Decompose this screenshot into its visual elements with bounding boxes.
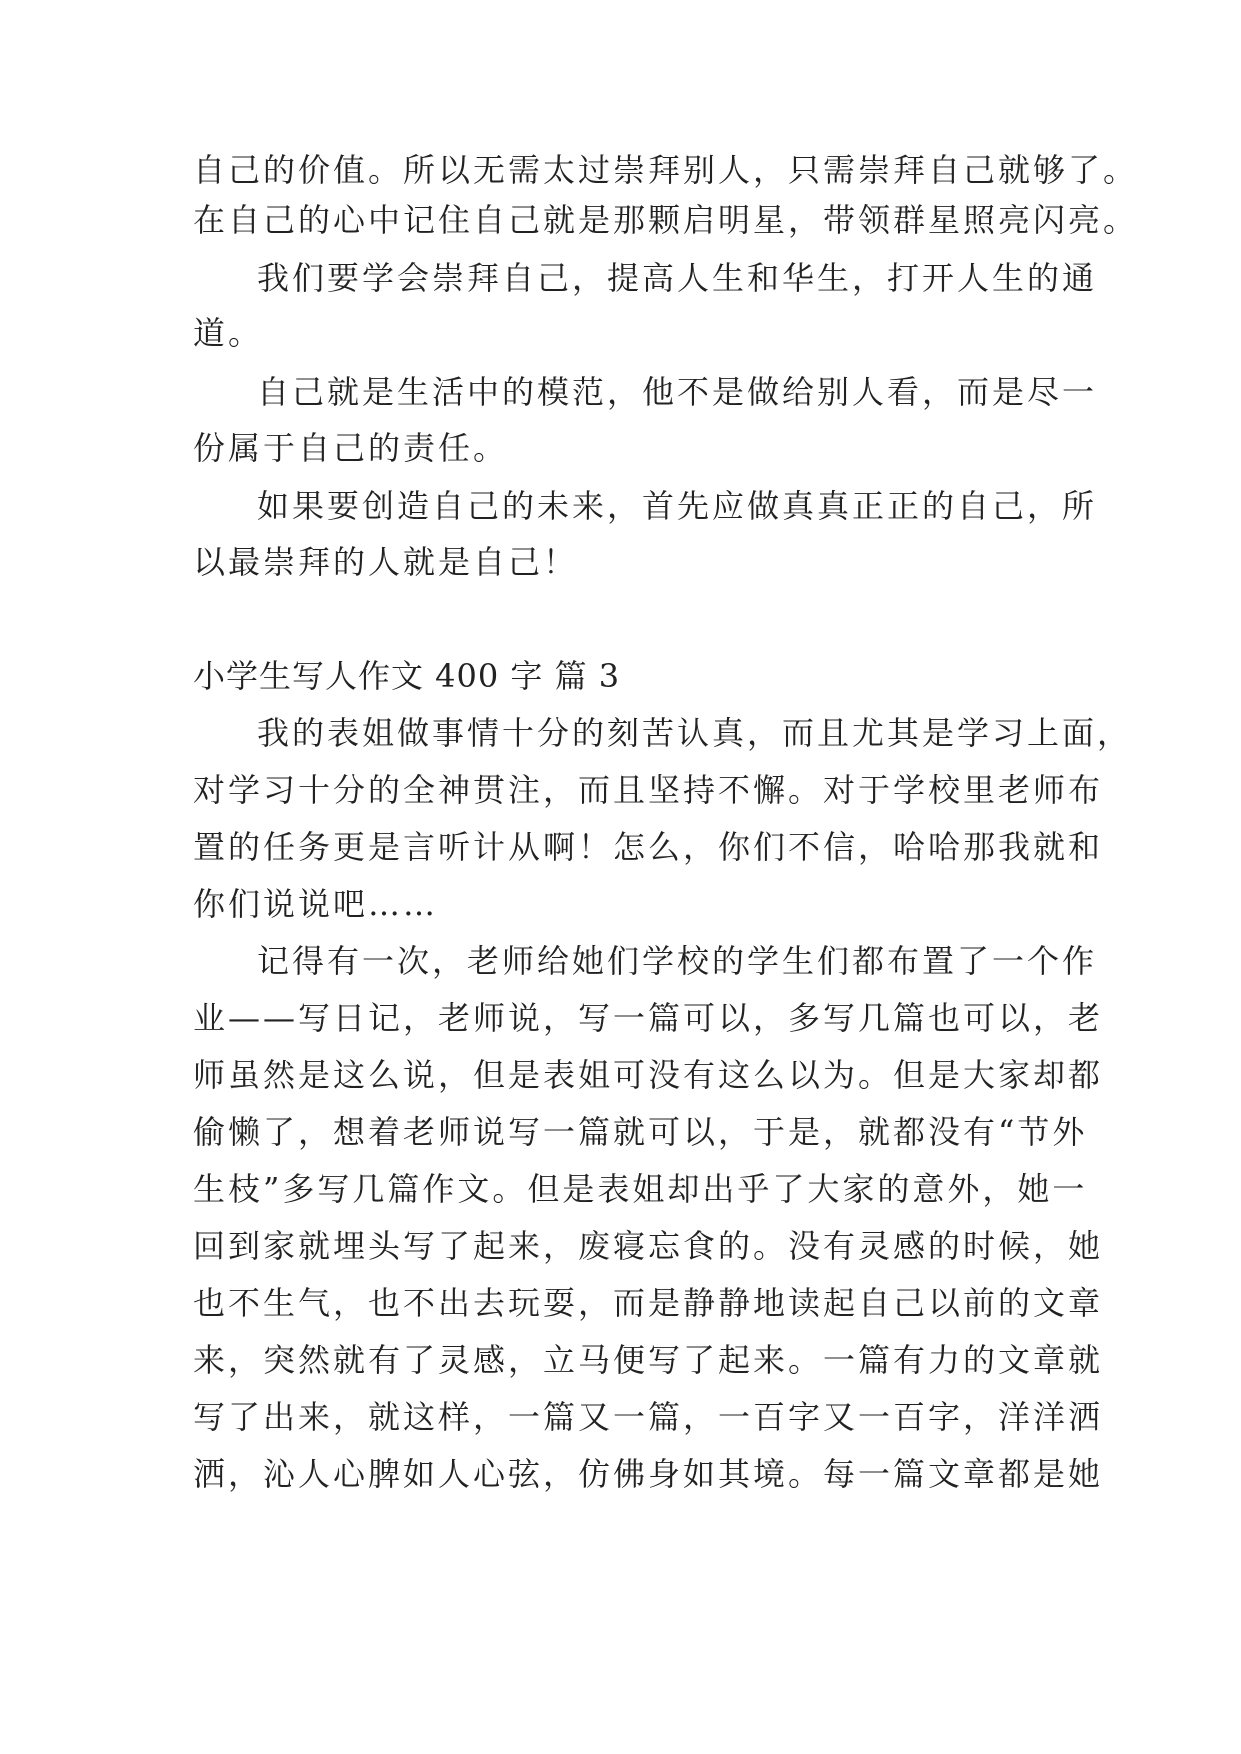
text-line: 洒，沁人心脾如人心弦，仿佛身如其境。每一篇文章都是她 (193, 1455, 1104, 1493)
text-line: 生枝”多写几篇作文。但是表姐却出乎了大家的意外，她一 (193, 1170, 1088, 1208)
section-heading: 小学生写人作文 400 字 篇 3 (193, 657, 621, 695)
text-line: 来，突然就有了灵感，立马便写了起来。一篇有力的文章就 (193, 1341, 1104, 1379)
paragraph-first-line: 我的表姐做事情十分的刻苦认真，而且尤其是学习上面， (257, 714, 1133, 752)
paragraph-first-line: 如果要创造自己的未来，首先应做真真正正的自己，所 (257, 487, 1098, 525)
text-line: 也不生气，也不出去玩耍，而是静静地读起自己以前的文章 (193, 1284, 1104, 1322)
text-line: 你们说说吧…… (193, 885, 439, 923)
text-line: 置的任务更是言听计从啊！怎么，你们不信，哈哈那我就和 (193, 828, 1104, 866)
paragraph-first-line: 自己就是生活中的模范，他不是做给别人看，而是尽一 (257, 373, 1098, 411)
text-line: 自己的价值。所以无需太过崇拜别人，只需崇拜自己就够了。 (193, 151, 1139, 189)
text-line: 份属于自己的责任。 (193, 429, 509, 467)
text-line: 师虽然是这么说，但是表姐可没有这么以为。但是大家却都 (193, 1056, 1104, 1094)
paragraph-first-line: 记得有一次，老师给她们学校的学生们都布置了一个作 (257, 942, 1098, 980)
text-line: 在自己的心中记住自己就是那颗启明星，带领群星照亮闪亮。 (193, 201, 1139, 239)
text-line: 业——写日记，老师说，写一篇可以，多写几篇也可以，老 (193, 999, 1104, 1037)
text-line: 回到家就埋头写了起来，废寝忘食的。没有灵感的时候，她 (193, 1227, 1104, 1265)
text-line: 对学习十分的全神贯注，而且坚持不懈。对于学校里老师布 (193, 771, 1104, 809)
text-line: 写了出来，就这样，一篇又一篇，一百字又一百字，洋洋洒 (193, 1398, 1104, 1436)
paragraph-first-line: 我们要学会崇拜自己，提高人生和华生，打开人生的通 (257, 259, 1098, 297)
text-line: 以最崇拜的人就是自己！ (193, 543, 579, 581)
text-line: 道。 (193, 314, 264, 352)
text-line: 偷懒了，想着老师说写一篇就可以，于是，就都没有“节外 (193, 1113, 1088, 1151)
